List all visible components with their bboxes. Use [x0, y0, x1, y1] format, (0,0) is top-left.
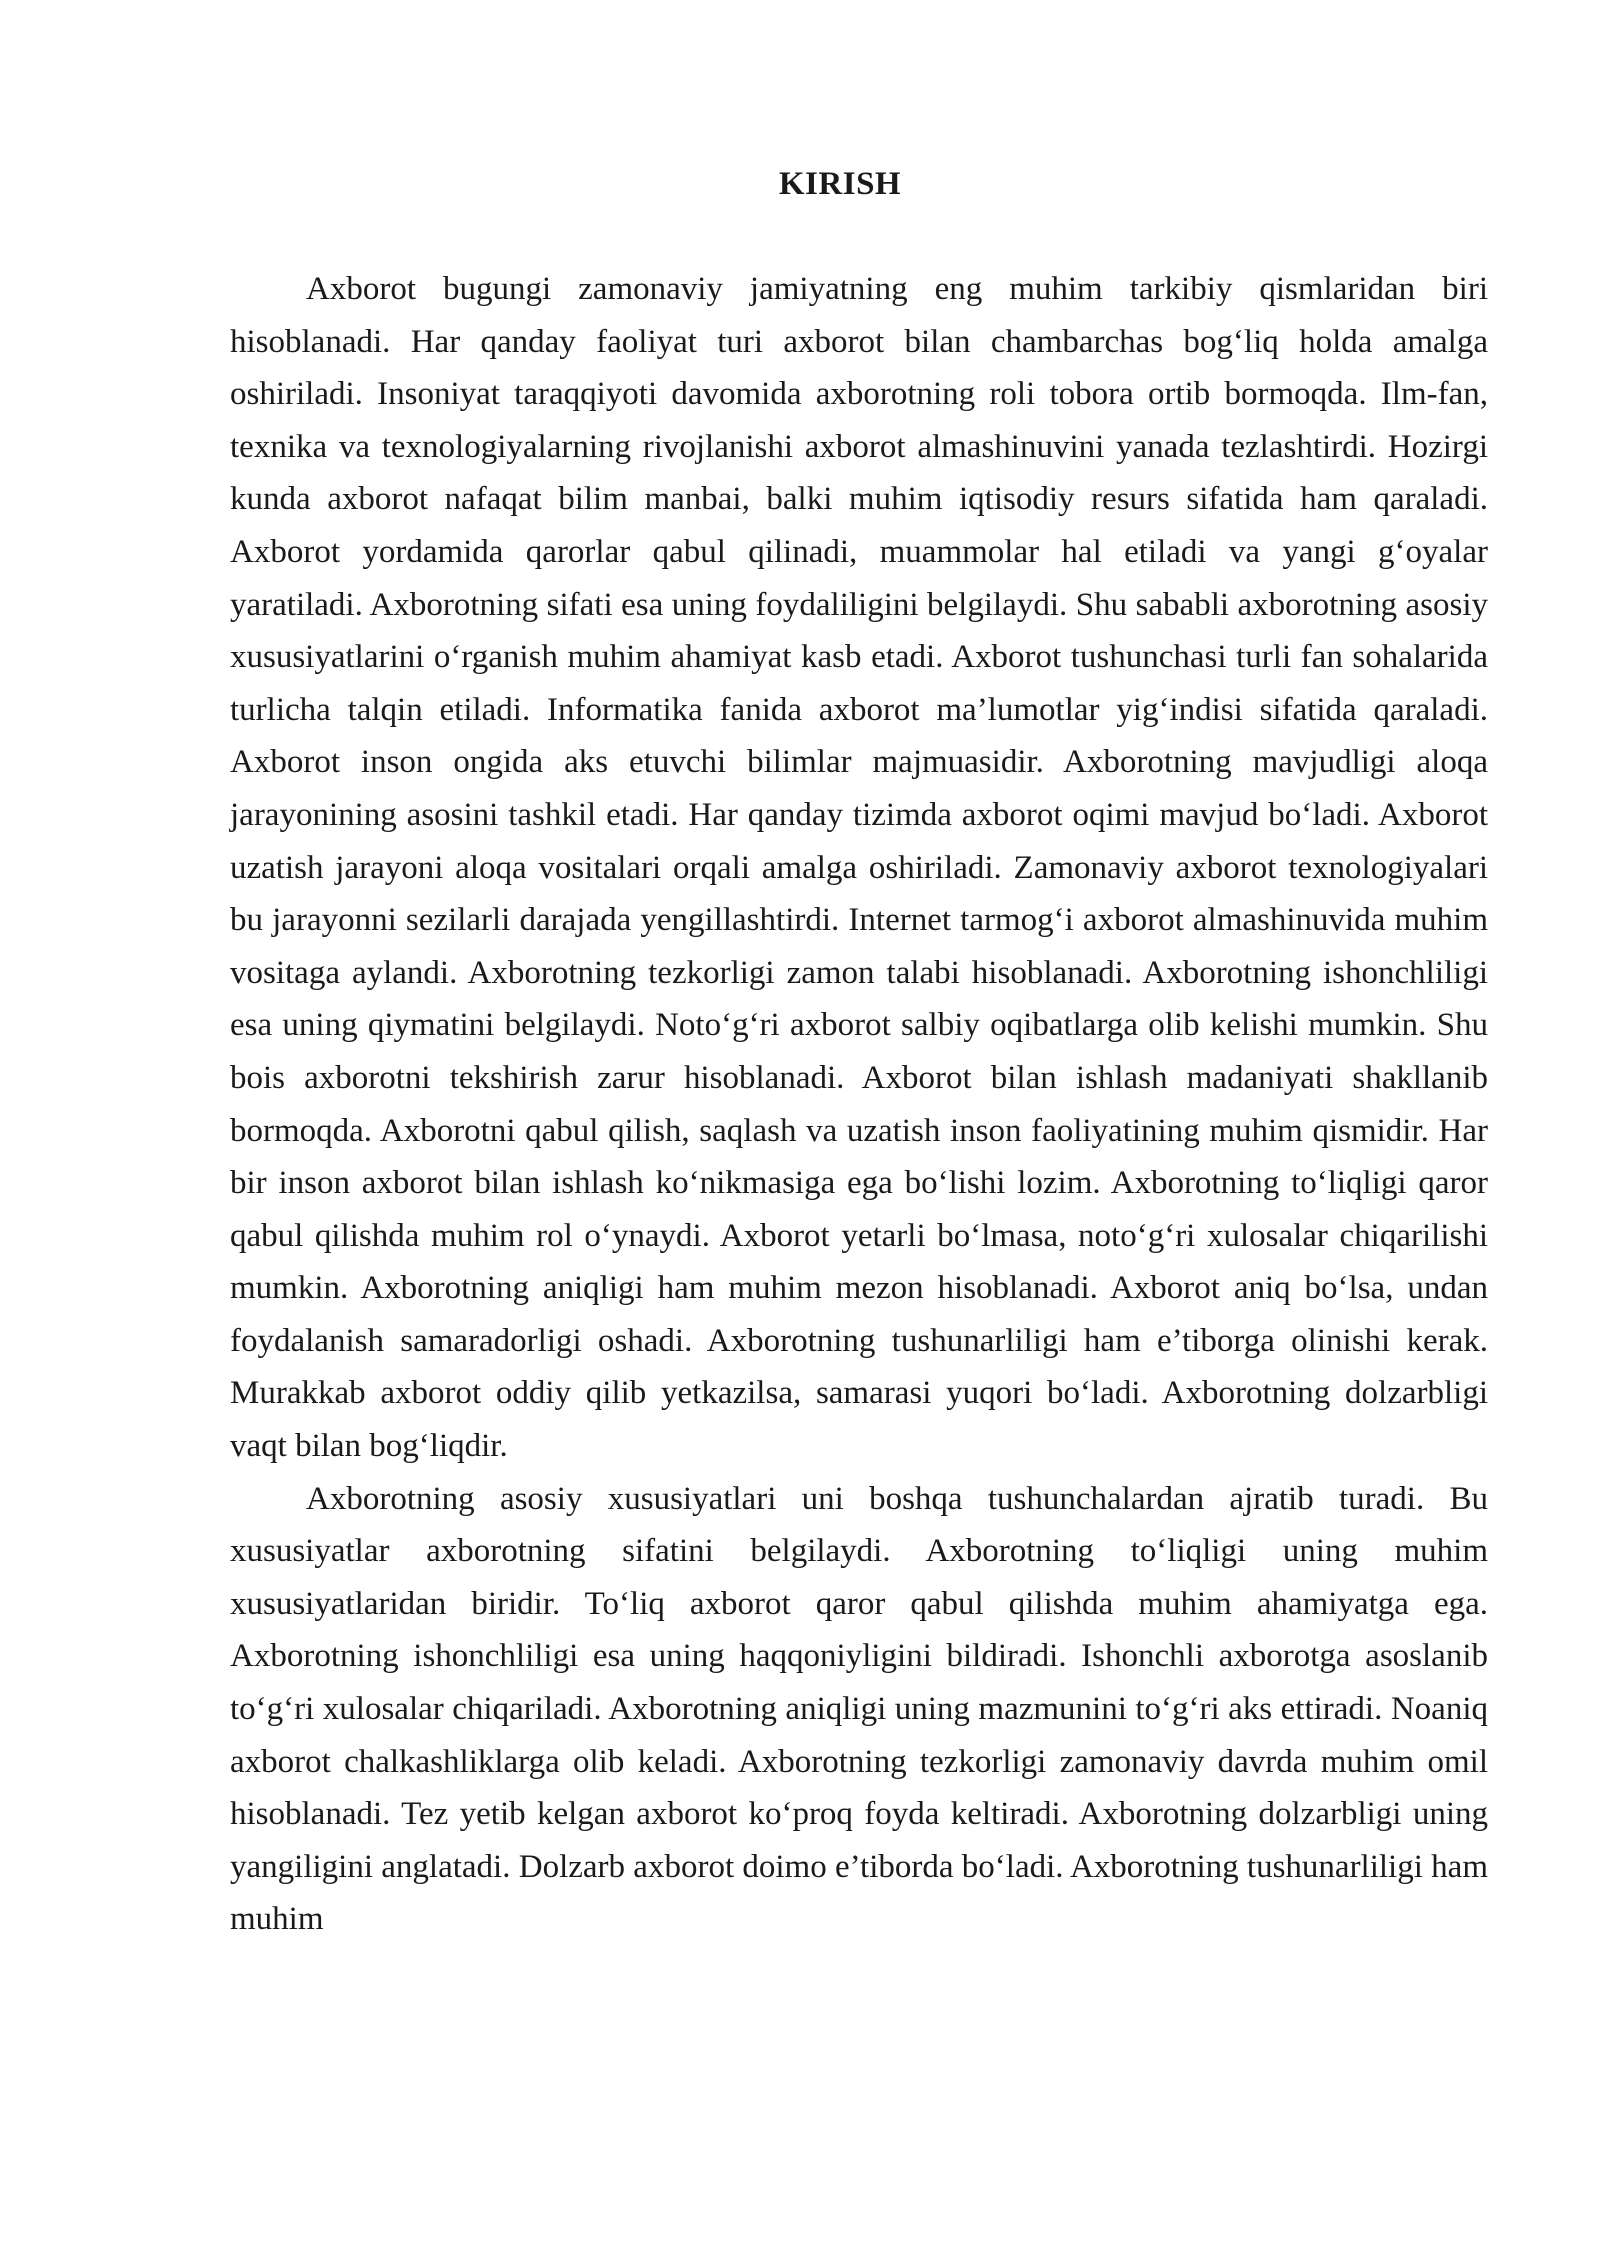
- document-body: [230, 263, 1488, 1946]
- paragraph-1: Axborot bugungi zamonaviy jamiyatning eng muhim tarkibiy qismlaridan biri hisoblanadi. Har qanday faoliyat turi axborot bilan chambarchas bog‘liq holda amalga oshiriladi. Insoniyat taraqqiyoti davomida axborotning roli tobora ortib bormoqda. Ilm-fan, texnika va texnologiyalarning rivojlanishi axborot almashinuvini yanada tezlashtirdi. Hozirgi kunda axborot nafaqat bilim manbai, balki muhim iqtisodiy resurs sifatida ham qaraladi. Axborot yordamida qarorlar qabul qilinadi, muammolar hal etiladi va yangi g‘oyalar yaratiladi. Axborotning sifati esa uning foydaliligini belgilaydi. Shu sababli axborotning asosiy xususiyatlarini o‘rganish muhim ahamiyat kasb etadi. Axborot tushunchasi turli fan sohalarida turlicha talqin etiladi. Informatika fanida axborot ma’lumotlar yig‘indisi sifatida qaraladi. Axborot inson ongida aks etuvchi bilimlar majmuasidir. Axborotning mavjudligi aloqa jarayonining asosini tashkil etadi. Har qanday tizimda axborot oqimi mavjud bo‘ladi. Axborot uzatish jarayoni aloqa vositalari orqali amalga oshiriladi. Zamonaviy axborot texnologiyalari bu jarayonni sezilarli darajada yengillashtirdi. Internet tarmog‘i axborot almashinuvida muhim vositaga aylandi. Axborotning tezkorligi zamon talabi hisoblanadi. Axborotning ishonchliligi esa uning qiymatini belgilaydi. Noto‘g‘ri axborot salbiy oqibatlarga olib kelishi mumkin. Shu bois axborotni tekshirish zarur hisoblanadi. Axborot bilan ishlash madaniyati shakllanib bormoqda. Axborotni qabul qilish, saqlash va uzatish inson faoliyatining muhim qismidir. Har bir inson axborot bilan ishlash ko‘nikmasiga ega bo‘lishi lozim. Axborotning to‘liqligi qaror qabul qilishda muhim rol o‘ynaydi. Axborot yetarli bo‘lmasa, noto‘g‘ri xulosalar chiqarilishi mumkin. Axborotning aniqligi ham muhim mezon hisoblanadi. Axborot aniq bo‘lsa, undan foydalanish samaradorligi oshadi. Axborotning tushunarliligi ham e’tiborga olinishi kerak. Murakkab axborot oddiy qilib yetkazilsa, samarasi yuqori bo‘ladi. Axborotning dolzarbligi vaqt bilan bog‘liqdir.: [230, 271, 1488, 1465]
- paragraph-2: Axborotning asosiy xususiyatlari uni boshqa tushunchalardan ajratib turadi. Bu xususiyatlar axborotning sifatini belgilaydi. Axborotning to‘liqligi uning muhim xususiyatlaridan biridir. To‘liq axborot qaror qabul qilishda muhim ahamiyatga ega. Axborotning ishonchliligi esa uning haqqoniyligini bildiradi. Ishonchli axborotga asoslanib to‘g‘ri xulosalar chiqariladi. Axborotning aniqligi uning mazmunini to‘g‘ri aks ettiradi. Noaniq axborot chalkashliklarga olib keladi. Axborotning tezkorligi zamonaviy davrda muhim omil hisoblanadi. Tez yetib kelgan axborot ko‘proq foyda keltiradi. Axborotning dolzarbligi uning yangiligini anglatadi. Dolzarb axborot doimo e’tiborda bo‘ladi. Axborotning tushunarliligi ham muhim: [230, 1480, 1488, 1938]
- section-heading: KIRISH: [778, 166, 902, 202]
